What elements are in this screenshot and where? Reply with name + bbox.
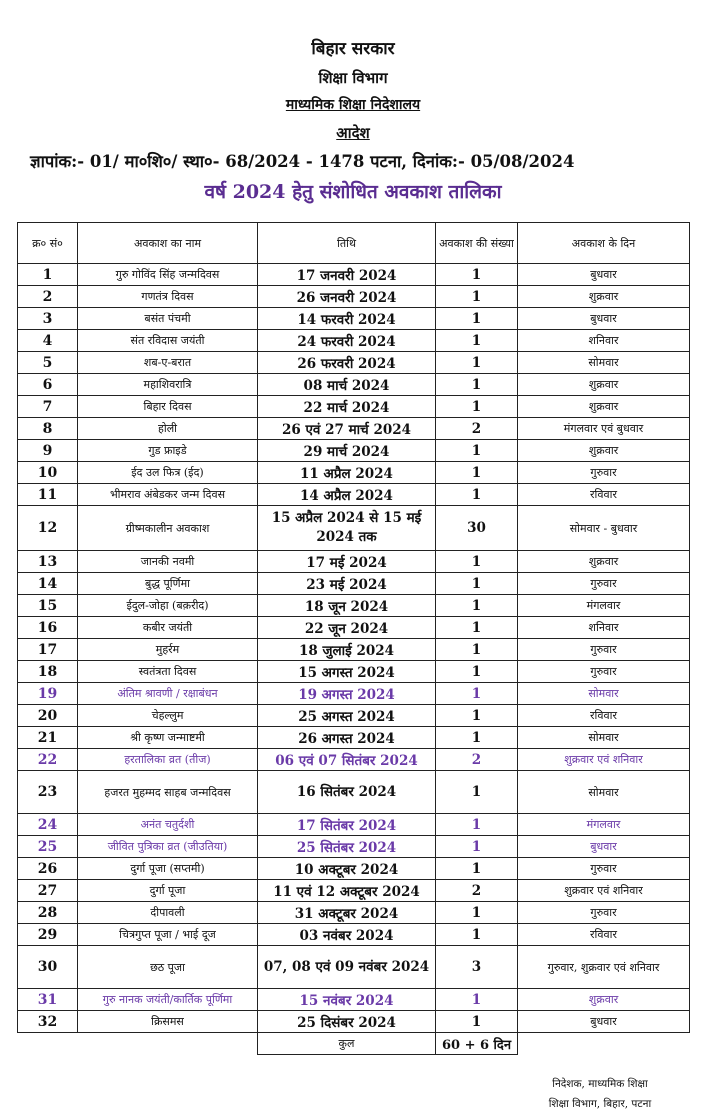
table-row <box>18 639 690 661</box>
table-row <box>18 705 690 727</box>
day-cell: गुरुवार <box>518 902 690 924</box>
table-row <box>18 727 690 749</box>
serial-cell: 4 <box>18 330 78 352</box>
count-cell: 1 <box>436 617 518 639</box>
count-cell: 1 <box>436 661 518 683</box>
holiday-name-cell: ग्रीष्मकालीन अवकाश <box>78 506 258 551</box>
count-cell: 1 <box>436 1011 518 1033</box>
holiday-name-cell: चेहल्लुम <box>78 705 258 727</box>
holiday-name-cell: संत रविदास जयंती <box>78 330 258 352</box>
count-cell: 2 <box>436 880 518 902</box>
serial-cell: 6 <box>18 374 78 396</box>
date-cell: 24 फरवरी 2024 <box>258 330 436 352</box>
day-cell: बुधवार <box>518 1011 690 1033</box>
table-row <box>18 418 690 440</box>
serial-cell: 25 <box>18 836 78 858</box>
count-cell: 1 <box>436 595 518 617</box>
count-cell: 1 <box>436 989 518 1011</box>
date-cell: 25 सितंबर 2024 <box>258 836 436 858</box>
table-row <box>18 683 690 705</box>
day-cell: रविवार <box>518 705 690 727</box>
serial-cell: 8 <box>18 418 78 440</box>
serial-cell: 17 <box>18 639 78 661</box>
holiday-name-cell: दुर्गा पूजा (सप्तमी) <box>78 858 258 880</box>
holiday-name-cell: गणतंत्र दिवस <box>78 286 258 308</box>
serial-cell: 18 <box>18 661 78 683</box>
serial-cell: 3 <box>18 308 78 330</box>
day-cell: गुरुवार <box>518 639 690 661</box>
holiday-name-cell: ईदुल-जोहा (बक़रीद) <box>78 595 258 617</box>
day-cell: शुक्रवार एवं शनिवार <box>518 749 690 771</box>
day-cell: सोमवार <box>518 771 690 814</box>
day-cell: शुक्रवार <box>518 440 690 462</box>
date-cell: 26 अगस्त 2024 <box>258 727 436 749</box>
total-label: कुल <box>258 1033 436 1055</box>
count-cell: 1 <box>436 639 518 661</box>
day-cell: रविवार <box>518 484 690 506</box>
holiday-name-cell: हजरत मुहम्मद साहब जन्मदिवस <box>78 771 258 814</box>
holiday-name-cell: छठ पूजा <box>78 946 258 989</box>
day-cell: बुधवार <box>518 264 690 286</box>
serial-cell: 19 <box>18 683 78 705</box>
holiday-name-cell: गुरु गोविंद सिंह जन्मदिवस <box>78 264 258 286</box>
count-cell: 2 <box>436 749 518 771</box>
count-cell: 1 <box>436 814 518 836</box>
count-cell: 1 <box>436 484 518 506</box>
header-day: अवकाश के दिन <box>518 223 690 264</box>
date-cell: 25 दिसंबर 2024 <box>258 1011 436 1033</box>
holiday-name-cell: दीपावली <box>78 902 258 924</box>
holiday-name-cell: होली <box>78 418 258 440</box>
holiday-name-cell: क्रिसमस <box>78 1011 258 1033</box>
signature-line-2: शिक्षा विभाग, बिहार, पटना <box>548 1098 652 1110</box>
serial-cell: 30 <box>18 946 78 989</box>
table-row <box>18 462 690 484</box>
serial-cell: 29 <box>18 924 78 946</box>
day-cell: गुरुवार <box>518 858 690 880</box>
table-row <box>18 836 690 858</box>
day-cell: सोमवार <box>518 683 690 705</box>
count-cell: 1 <box>436 352 518 374</box>
serial-cell: 5 <box>18 352 78 374</box>
day-cell: सोमवार - बुधवार <box>518 506 690 551</box>
holiday-name-cell: भीमराव अंबेडकर जन्म दिवस <box>78 484 258 506</box>
serial-cell: 27 <box>18 880 78 902</box>
serial-cell: 12 <box>18 506 78 551</box>
table-row <box>18 924 690 946</box>
serial-cell: 7 <box>18 396 78 418</box>
count-cell: 30 <box>436 506 518 551</box>
date-cell: 15 नवंबर 2024 <box>258 989 436 1011</box>
table-row <box>18 352 690 374</box>
day-cell: रविवार <box>518 924 690 946</box>
directorate-title: माध्यमिक शिक्षा निदेशालय <box>285 97 421 113</box>
day-cell: गुरुवार <box>518 462 690 484</box>
date-cell: 26 एवं 27 मार्च 2024 <box>258 418 436 440</box>
day-cell: शुक्रवार <box>518 989 690 1011</box>
table-total-row <box>18 1033 690 1055</box>
table-header-row <box>18 223 690 264</box>
count-cell: 1 <box>436 727 518 749</box>
date-cell: 07, 08 एवं 09 नवंबर 2024 <box>258 946 436 989</box>
header-holiday-name: अवकाश का नाम <box>78 223 258 264</box>
holiday-name-cell: कबीर जयंती <box>78 617 258 639</box>
serial-cell: 20 <box>18 705 78 727</box>
table-row <box>18 946 690 989</box>
table-row <box>18 989 690 1011</box>
date-cell: 11 एवं 12 अक्टूबर 2024 <box>258 880 436 902</box>
day-cell: बुधवार <box>518 308 690 330</box>
holiday-name-cell: दुर्गा पूजा <box>78 880 258 902</box>
table-row <box>18 617 690 639</box>
day-cell: शुक्रवार <box>518 286 690 308</box>
count-cell: 1 <box>436 440 518 462</box>
day-cell: शनिवार <box>518 617 690 639</box>
date-cell: 03 नवंबर 2024 <box>258 924 436 946</box>
page-title: वर्ष 2024 हेतु संशोधित अवकाश तालिका <box>204 181 502 203</box>
date-cell: 08 मार्च 2024 <box>258 374 436 396</box>
serial-cell: 16 <box>18 617 78 639</box>
date-cell: 25 अगस्त 2024 <box>258 705 436 727</box>
holiday-name-cell: ईद उल फित्र (ईद) <box>78 462 258 484</box>
date-cell: 19 अगस्त 2024 <box>258 683 436 705</box>
count-cell: 1 <box>436 771 518 814</box>
date-cell: 22 मार्च 2024 <box>258 396 436 418</box>
holiday-name-cell: शब-ए-बरात <box>78 352 258 374</box>
blank-cell <box>78 1033 258 1055</box>
table-row <box>18 771 690 814</box>
day-cell: मंगलवार <box>518 814 690 836</box>
serial-cell: 31 <box>18 989 78 1011</box>
table-row <box>18 551 690 573</box>
serial-cell: 21 <box>18 727 78 749</box>
date-cell: 26 फरवरी 2024 <box>258 352 436 374</box>
count-cell: 3 <box>436 946 518 989</box>
table-row <box>18 484 690 506</box>
holiday-name-cell: बिहार दिवस <box>78 396 258 418</box>
table-row <box>18 814 690 836</box>
table-row <box>18 308 690 330</box>
holiday-name-cell: बसंत पंचमी <box>78 308 258 330</box>
holiday-name-cell: जानकी नवमी <box>78 551 258 573</box>
holiday-name-cell: हरतालिका व्रत (तीज) <box>78 749 258 771</box>
date-cell: 17 जनवरी 2024 <box>258 264 436 286</box>
blank-cell <box>18 1033 78 1055</box>
table-row <box>18 1011 690 1033</box>
date-cell: 29 मार्च 2024 <box>258 440 436 462</box>
order-heading: आदेश <box>336 124 370 142</box>
table-row <box>18 330 690 352</box>
count-cell: 1 <box>436 683 518 705</box>
count-cell: 1 <box>436 396 518 418</box>
date-cell: 15 अगस्त 2024 <box>258 661 436 683</box>
serial-cell: 15 <box>18 595 78 617</box>
table-row <box>18 902 690 924</box>
count-cell: 1 <box>436 902 518 924</box>
total-value: 60 + 6 दिन <box>436 1033 518 1055</box>
serial-cell: 10 <box>18 462 78 484</box>
day-cell: बुधवार <box>518 836 690 858</box>
count-cell: 1 <box>436 308 518 330</box>
memo-line: ज्ञापांक:- 01/ मा०शि०/ स्था०- 68/2024 - 1478 पटना, दिनांक:- 05/08/2024 <box>30 152 575 171</box>
holiday-name-cell: स्वतंत्रता दिवस <box>78 661 258 683</box>
day-cell: मंगलवार <box>518 595 690 617</box>
holiday-name-cell: अनंत चतुर्दशी <box>78 814 258 836</box>
count-cell: 2 <box>436 418 518 440</box>
serial-cell: 1 <box>18 264 78 286</box>
count-cell: 1 <box>436 286 518 308</box>
date-cell: 31 अक्टूबर 2024 <box>258 902 436 924</box>
date-cell: 14 अप्रैल 2024 <box>258 484 436 506</box>
serial-cell: 28 <box>18 902 78 924</box>
header-serial: क्र० सं० <box>18 223 78 264</box>
serial-cell: 2 <box>18 286 78 308</box>
serial-cell: 11 <box>18 484 78 506</box>
count-cell: 1 <box>436 551 518 573</box>
day-cell: सोमवार <box>518 727 690 749</box>
date-cell: 23 मई 2024 <box>258 573 436 595</box>
holiday-name-cell: जीवित पुत्रिका व्रत (जीउतिया) <box>78 836 258 858</box>
table-row <box>18 880 690 902</box>
header-count: अवकाश की संख्या <box>436 223 518 264</box>
holiday-name-cell: अंतिम श्रावणी / रक्षाबंधन <box>78 683 258 705</box>
table-row <box>18 595 690 617</box>
holiday-name-cell: बुद्ध पूर्णिमा <box>78 573 258 595</box>
count-cell: 1 <box>436 705 518 727</box>
day-cell: सोमवार <box>518 352 690 374</box>
date-cell: 17 सितंबर 2024 <box>258 814 436 836</box>
signature-line-1: निदेशक, माध्यमिक शिक्षा <box>552 1078 648 1090</box>
date-cell: 17 मई 2024 <box>258 551 436 573</box>
table-row <box>18 661 690 683</box>
day-cell: शुक्रवार <box>518 374 690 396</box>
serial-cell: 14 <box>18 573 78 595</box>
table-row <box>18 573 690 595</box>
government-title: बिहार सरकार <box>311 39 395 59</box>
table-row <box>18 374 690 396</box>
date-cell: 18 जून 2024 <box>258 595 436 617</box>
table-row <box>18 440 690 462</box>
table-row <box>18 749 690 771</box>
date-cell: 18 जुलाई 2024 <box>258 639 436 661</box>
date-cell: 10 अक्टूबर 2024 <box>258 858 436 880</box>
day-cell: शनिवार <box>518 330 690 352</box>
date-cell: 15 अप्रैल 2024 से 15 मई 2024 तक <box>258 506 436 551</box>
serial-cell: 24 <box>18 814 78 836</box>
day-cell: शुक्रवार एवं शनिवार <box>518 880 690 902</box>
day-cell: गुरुवार <box>518 573 690 595</box>
department-title: शिक्षा विभाग <box>318 69 388 87</box>
holiday-table <box>17 222 690 1055</box>
count-cell: 1 <box>436 330 518 352</box>
count-cell: 1 <box>436 836 518 858</box>
holiday-name-cell: गुरु नानक जयंती/कार्तिक पूर्णिमा <box>78 989 258 1011</box>
table-row <box>18 858 690 880</box>
serial-cell: 32 <box>18 1011 78 1033</box>
holiday-name-cell: महाशिवरात्रि <box>78 374 258 396</box>
holiday-name-cell: चित्रगुप्त पूजा / भाई दूज <box>78 924 258 946</box>
table-row <box>18 396 690 418</box>
day-cell: गुरुवार, शुक्रवार एवं शनिवार <box>518 946 690 989</box>
serial-cell: 22 <box>18 749 78 771</box>
holiday-name-cell: श्री कृष्ण जन्माष्टमी <box>78 727 258 749</box>
holiday-name-cell: गुड फ्राइडे <box>78 440 258 462</box>
count-cell: 1 <box>436 924 518 946</box>
count-cell: 1 <box>436 573 518 595</box>
serial-cell: 23 <box>18 771 78 814</box>
count-cell: 1 <box>436 374 518 396</box>
header-date: तिथि <box>258 223 436 264</box>
serial-cell: 13 <box>18 551 78 573</box>
holiday-name-cell: मुहर्रम <box>78 639 258 661</box>
serial-cell: 9 <box>18 440 78 462</box>
table-row <box>18 264 690 286</box>
date-cell: 14 फरवरी 2024 <box>258 308 436 330</box>
count-cell: 1 <box>436 462 518 484</box>
blank-cell <box>518 1033 690 1055</box>
date-cell: 22 जून 2024 <box>258 617 436 639</box>
day-cell: मंगलवार एवं बुधवार <box>518 418 690 440</box>
serial-cell: 26 <box>18 858 78 880</box>
date-cell: 26 जनवरी 2024 <box>258 286 436 308</box>
signature-block <box>510 1074 690 1114</box>
count-cell: 1 <box>436 858 518 880</box>
table-row <box>18 286 690 308</box>
count-cell: 1 <box>436 264 518 286</box>
day-cell: शुक्रवार <box>518 396 690 418</box>
date-cell: 11 अप्रैल 2024 <box>258 462 436 484</box>
day-cell: शुक्रवार <box>518 551 690 573</box>
date-cell: 16 सितंबर 2024 <box>258 771 436 814</box>
date-cell: 06 एवं 07 सितंबर 2024 <box>258 749 436 771</box>
table-row <box>18 506 690 551</box>
day-cell: गुरुवार <box>518 661 690 683</box>
